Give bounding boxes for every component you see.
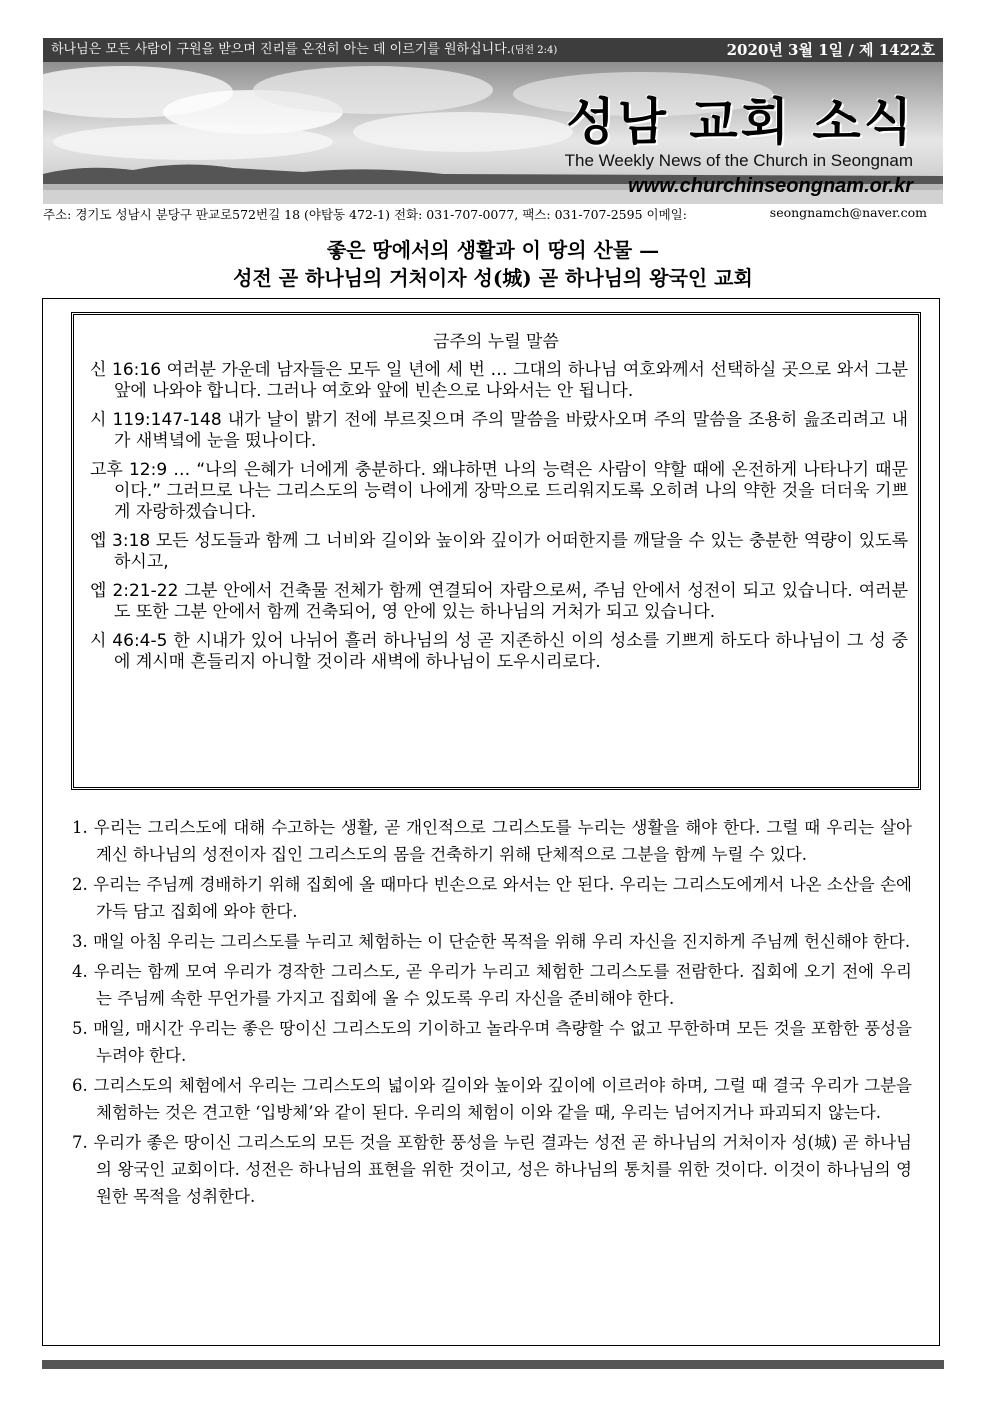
point-item: 4. 우리는 함께 모여 우리가 경작한 그리스도, 곧 우리가 누리고 체험한 그리스도를 전람한다. 집회에 오기 전에 우리는 주님께 속한 무언가를 가지고 집회에 올 수 있도록 우리 자신을 준비해야 한다. — [72, 962, 912, 1008]
verse-item: 시 119:147-148 내가 날이 밝기 전에 부르짖으며 주의 말씀을 바랐사오며 주의 말씀을 조용히 읊조리려고 내가 새벽녘에 눈을 떴나이다. — [90, 410, 908, 451]
issue-date: 2020년 3월 1일 / 제 1422호 — [726, 41, 935, 59]
headline — [43, 236, 943, 292]
points-list — [72, 814, 912, 1213]
point-item: 6. 그리스도의 체험에서 우리는 그리스도의 넓이와 길이와 높이와 깊이에 이르러야 하며, 그럴 때 결국 우리가 그분을 체험하는 것은 견고한 ‘입방체’와 같이 된다. 우리의 체험이 이와 같을 때, 우리는 넘어지거나 파괴되지 않는다. — [72, 1076, 912, 1122]
email-link[interactable]: seongnamch@naver.com — [769, 205, 927, 220]
verse-item: 고후 12:9 … “나의 은혜가 너에게 충분하다. 왜냐하면 나의 능력은 사람이 약할 때에 온전하게 나타나기 때문이다.” 그러므로 나는 그리스도의 능력이 나에게 장막으로 드리워지도록 오히려 나의 약한 것을 더더욱 기쁘게 자랑하겠습니다. — [90, 460, 908, 522]
address-text: 주소: 경기도 성남시 분당구 판교로572번길 18 (야탑동 472-1) 전화: 031-707-0077, 팩스: 031-707-2595 이메일: — [43, 207, 687, 222]
footer-divider — [42, 1360, 944, 1369]
verses-title: 금주의 누릴 말씀 — [433, 332, 559, 352]
contact-info — [43, 205, 943, 223]
verse-item: 시 46:4-5 한 시내가 있어 나뉘어 흘러 하나님의 성 곧 지존하신 이의 성소를 기쁘게 하도다 하나님이 그 성 중에 계시매 흔들리지 아니할 것이라 새벽에 하나님이 도우시리로다. — [90, 631, 908, 672]
verses-box — [71, 312, 921, 790]
point-item: 1. 우리는 그리스도에 대해 수고하는 생활, 곧 개인적으로 그리스도를 누리는 생활을 해야 한다. 그럴 때 우리는 살아 계신 하나님의 성전이자 집인 그리스도의 몸을 건축하기 위해 단체적으로 그분을 함께 누릴 수 있다. — [72, 818, 912, 864]
point-item: 7. 우리가 좋은 땅이신 그리스도의 모든 것을 포함한 풍성을 누린 결과는 성전 곧 하나님의 거처이자 성(城) 곧 하나님의 왕국인 교회이다. 성전은 하나님의 표현을 위한 것이고, 성은 하나님의 통치를 위한 것이다. 이것이 하나님의 영원한 목적을 성취한다. — [72, 1133, 912, 1206]
point-item: 5. 매일, 매시간 우리는 좋은 땅이신 그리스도의 기이하고 놀라우며 측량할 수 없고 무한하며 모든 것을 포함한 풍성을 누려야 한다. — [72, 1019, 912, 1065]
header-top-bar — [43, 38, 943, 62]
headline-line-1: 좋은 땅에서의 생활과 이 땅의 산물 — — [326, 238, 660, 262]
newsletter-title: 성남 교회 소식 — [566, 93, 915, 151]
point-item: 2. 우리는 주님께 경배하기 위해 집회에 올 때마다 빈손으로 와서는 안 된다. 우리는 그리스도에게서 나온 소산을 손에 가득 담고 집회에 와야 한다. — [72, 875, 912, 921]
header-motto: 하나님은 모든 사람이 구원을 받으며 진리를 온전히 아는 데 이르기를 원하십니다.(딤전 2:4) — [51, 42, 558, 57]
verse-item: 신 16:16 여러분 가운데 남자들은 모두 일 년에 세 번 … 그대의 하나님 여호와께서 선택하실 곳으로 와서 그분 앞에 나와야 합니다. 그러나 여호와 앞에 빈손으로 나와서는 안 됩니다. — [90, 360, 908, 401]
verse-item: 엡 3:18 모든 성도들과 함께 그 너비와 길이와 높이와 깊이가 어떠한지를 깨달을 수 있는 충분한 역량이 있도록 하시고, — [90, 531, 908, 572]
point-item: 3. 매일 아침 우리는 그리스도를 누리고 체험하는 이 단순한 목적을 위해 우리 자신을 진지하게 주님께 헌신해야 한다. — [72, 932, 911, 951]
verse-item: 엡 2:21-22 그분 안에서 건축물 전체가 함께 연결되어 자람으로써, 주님 안에서 성전이 되고 있습니다. 여러분도 또한 그분 안에서 함께 건축되어, 영 안에 있는 하나님의 거처가 되고 있습니다. — [90, 581, 908, 622]
headline-line-2: 성전 곧 하나님의 거처이자 성(城) 곧 하나님의 왕국인 교회 — [233, 266, 753, 290]
newsletter-subtitle: The Weekly News of the Church in Seongnam — [564, 151, 913, 170]
website-link[interactable]: www.churchinseongnam.or.kr — [628, 175, 913, 197]
header-banner — [43, 38, 943, 204]
